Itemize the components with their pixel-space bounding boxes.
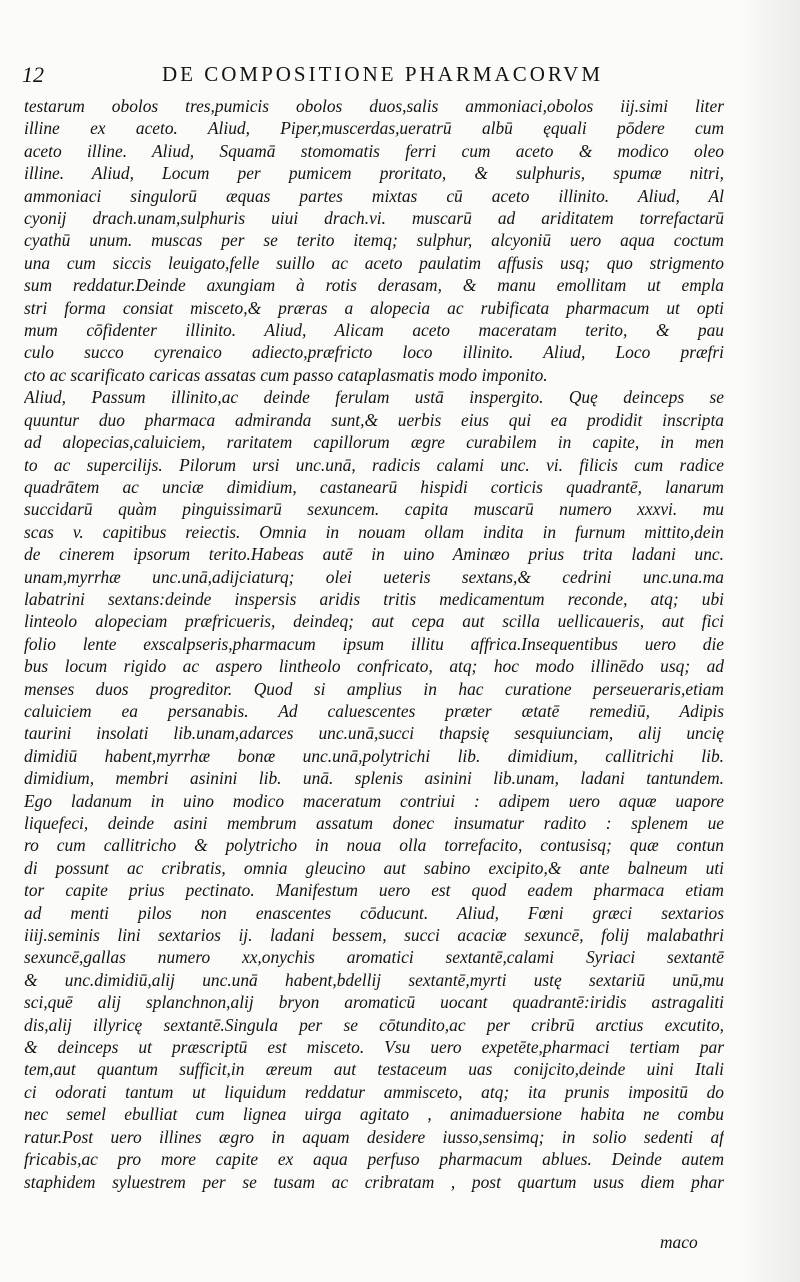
text-line: fricabis,ac pro more capite ex aqua perfuso pharmacum ablues. Deinde autem [24, 1149, 724, 1170]
text-line: aceto illine. Aliud, Squamā stomomatis ferri cum aceto & modico oleo [24, 140, 724, 161]
folio-number: 12 [22, 62, 44, 87]
text-line: cyonij drach.unam,sulphuris uiui drach.vi. muscarū ad ariditatem torrefactarū [24, 208, 724, 229]
text-line: dimidiū habent,myrrhæ bonæ unc.unā,polytrichi lib. dimidium, callitrichi lib. [24, 745, 724, 766]
text-line: tor capite prius pectinato. Manifestum uero est quod eadem pharmaca etiam [24, 880, 724, 901]
text-line: sum reddatur.Deinde axungiam à rotis derasam, & manu emollitam ut empla [24, 275, 724, 296]
text-line: quuntur duo pharmaca admiranda sunt,& uerbis eius qui ea prodidit inscripta [24, 409, 724, 430]
text-line: succidarū quàm pinguissimarū sexuncem. capita muscarū numero xxxvi. mu [24, 499, 724, 520]
text-line: & unc.dimidiū,alij unc.unā habent,bdellij sextantē,myrti ustę sextariū unū,mu [24, 969, 724, 990]
text-line: labatrini sextans:deinde inspersis aridis tritis medicamentum reconde, atq; ubi [24, 588, 724, 609]
text-line: to ac supercilijs. Pilorum ursi unc.unā, radicis calami unc. vi. filicis cum radice [24, 454, 724, 475]
text-line: unam,myrrhæ unc.unā,adijciaturq; olei ueteris sextans,& cedrini unc.una.ma [24, 566, 724, 587]
catchword: maco [660, 1232, 698, 1252]
text-line: de cinerem ipsorum terito.Habeas autē in uino Aminæo prius trita ladani unc. [24, 544, 724, 565]
running-head: DE COMPOSITIONE PHARMACORVM [162, 62, 604, 86]
text-line: dis,alij illyricę sextantē.Singula per se cōtundito,ac per cribrū arctius excutito, [24, 1014, 724, 1035]
text-line: Aliud, Passum illinito,ac deinde ferulam ustā inspergito. Quę deinceps se [24, 387, 724, 408]
text-line: testarum obolos tres,pumicis obolos duos,salis ammoniaci,obolos iij.simi liter [24, 96, 724, 116]
text-line: scas v. capitibus reiectis. Omnia in nouam ollam indita in furnum mittito,dein [24, 521, 724, 542]
page-edge-shadow [740, 0, 800, 1282]
text-line: & deinceps ut præscriptū est misceto. Vsu uero expetēte,pharmaci tertiam par [24, 1037, 724, 1058]
text-line: liquefeci, deinde asini membrum assatum donec insumatur radito : splenem ue [24, 813, 724, 833]
text-line: stri forma consiat misceto,& præras a alopecia ac rubificata pharmacum ut opti [24, 297, 724, 318]
text-line: taurini insolati lib.unam,adarces unc.unā,succi thapsię sesquiunciam, alij uncię [24, 723, 724, 744]
text-line: linteolo alopeciam præfricueris, deindeq; aut cepa aut scilla uellicaueris, aut fici [24, 611, 724, 632]
text-line: una cum siccis leuigato,felle suillo ac aceto paulatim affusis usq; quo strigmento [24, 252, 724, 273]
text-line: dimidium, membri asinini lib. unā. splenis asinini lib.unam, ladani tantundem. [24, 768, 724, 789]
page-header [22, 58, 722, 88]
text-line: iiij.seminis lini sextarios ij. ladani bessem, succi acaciæ sexuncē, folij malabathri [24, 925, 724, 946]
text-line: folio lente exscalpseris,pharmacum ipsum illitu affrica.Insequentibus uero die [24, 633, 724, 654]
text-line: ci odorati tantum ut liquidum reddatur ammisceto, atq; ita prunis impositū do [24, 1081, 724, 1102]
text-line: Ego ladanum in uino modico maceratum contriui : adipem uero aquæ uapore [24, 790, 724, 811]
text-block [24, 95, 724, 1193]
text-line: sexuncē,gallas numero xx,onychis aromatici sextantē,calami Syriaci sextantē [24, 947, 724, 968]
text-line: cto ac scarificato caricas assatas cum passo cataplasmatis modo imponito. [24, 364, 548, 385]
text-line: quadrātem ac unciæ dimidium, castanearū hispidi corticis quadrantē, lanarum [24, 476, 724, 497]
text-line: cyathū unum. muscas per se terito itemq; sulphur, alcyoniū uero aqua coctum [24, 230, 724, 251]
text-line: illine ex aceto. Aliud, Piper,muscerdas,ueratrū albū ęquali pōdere cum [24, 118, 724, 139]
text-line: ratur.Post uero illines ægro in aquam desidere iusso,sensimq; in solio sedenti af [24, 1126, 724, 1147]
text-line: ammoniaci singulorū æquas partes mixtas cū aceto illinito. Aliud, Al [24, 185, 724, 206]
text-line: di possunt ac cribratis, omnia gleucino aut sabino excipito,& ante balneum uti [24, 857, 724, 878]
text-line: sci,quē alij splanchnon,alij bryon aromaticū uocant quadrantē:iridis astragaliti [24, 992, 724, 1013]
text-line: illine. Aliud, Locum per pumicem proritato, & sulphuris, spumæ nitri, [24, 163, 724, 184]
text-line: bus locum rigido ac aspero lintheolo confricato, atq; hoc modo illinēdo usq; ad [24, 656, 724, 677]
text-line: nec semel ebulliat cum lignea uirga agitato , animaduersione habita ne combu [24, 1104, 724, 1125]
text-line: ad menti pilos non enascentes cōducunt. Aliud, Fœni græci sextarios [24, 902, 724, 923]
text-line: menses duos progreditor. Quod si amplius in hac curatione perseueraris,etiam [24, 678, 724, 699]
text-line: culo succo cyrenaico adiecto,præfricto loco illinito. Aliud, Loco præfri [24, 342, 724, 363]
text-line: ro cum callitricho & polytricho in noua olla torrefacito, contusisq; quæ contun [24, 835, 724, 856]
text-line: staphidem syluestrem per se tusam ac cribratam , post quartum usus diem phar [24, 1171, 724, 1192]
text-line: tem,aut quantum sufficit,in æreum aut testaceum uas conijcito,deinde uini Itali [24, 1059, 724, 1080]
text-line: caluiciem ea persanabis. Ad caluescentes præter ætatē remediū, Adipis [24, 700, 724, 721]
text-line: mum cōfidenter illinito. Aliud, Alicam aceto maceratam terito, & pau [24, 320, 724, 341]
text-line: ad alopecias,caluiciem, raritatem capillorum ægre curabilem in capite, in men [24, 432, 724, 453]
